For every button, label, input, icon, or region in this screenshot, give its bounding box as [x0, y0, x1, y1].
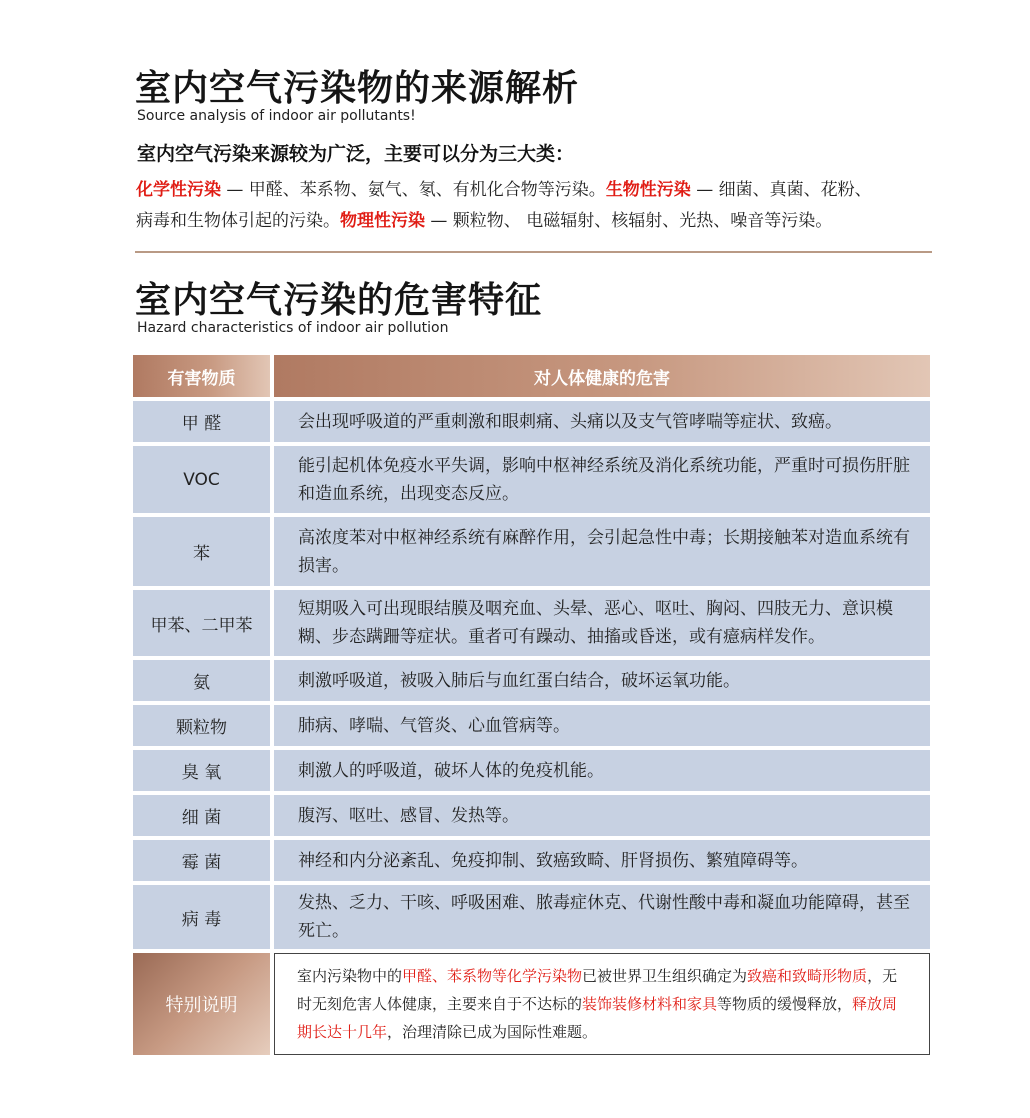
- hazard-description: 神经和内分泌紊乱、免疫抑制、致癌致畸、肝肾损伤、繁殖障碍等。: [274, 840, 930, 881]
- note-text: ，治理清除已成为国际性难题。: [387, 1023, 598, 1041]
- hazard-description: 发热、乏力、干咳、呼吸困难、脓毒症休克、代谢性酸中毒和凝血功能障碍，甚至死亡。: [274, 885, 930, 949]
- category-biological-desc-cont: 病毒和生物体引起的污染。: [136, 211, 340, 231]
- hazard-description: 高浓度苯对中枢神经系统有麻醉作用，会引起急性中毒；长期接触苯对造血系统有损害。: [274, 517, 930, 586]
- hazard-description: 短期吸入可出现眼结膜及咽充血、头晕、恶心、呕吐、胸闷、四肢无力、意识模糊、步态蹒跚等症状。重者可有躁动、抽搐或昏迷，或有癔病样发作。: [274, 590, 930, 656]
- table-row: [133, 446, 930, 513]
- hazard-description: 会出现呼吸道的严重刺激和眼刺痛、头痛以及支气管哮喘等症状、致癌。: [274, 401, 930, 442]
- substance-name: VOC: [133, 446, 274, 513]
- substance-name: 苯: [133, 517, 274, 586]
- hazard-description: 腹泻、呕吐、感冒、发热等。: [274, 795, 930, 836]
- substance-name: 霉 菌: [133, 840, 274, 881]
- category-biological: 生物性污染: [605, 180, 691, 200]
- note-text: 等物质的缓慢释放，: [717, 995, 853, 1013]
- sources-lead: 室内空气污染来源较为广泛，主要可以分为三大类：: [137, 143, 575, 165]
- substance-name: 细 菌: [133, 795, 274, 836]
- table-row: [133, 590, 930, 656]
- category-physical-desc: — 颗粒物、 电磁辐射、核辐射、光热、噪音等污染。: [425, 211, 833, 231]
- hazard-table-header: [133, 355, 930, 397]
- hazard-table: [133, 351, 930, 1059]
- category-physical: 物理性污染: [340, 211, 425, 231]
- category-chemical-desc: — 甲醛、苯系物、氨气、氡、有机化合物等污染。: [221, 180, 606, 200]
- section-subtitle-sources: Source analysis of indoor air pollutants!: [137, 108, 416, 124]
- table-row: [133, 705, 930, 746]
- category-chemical: 化学性污染: [136, 180, 221, 200]
- header-substance: 有害物质: [133, 355, 274, 397]
- hazard-description: 刺激呼吸道，被吸入肺后与血红蛋白结合，破坏运氧功能。: [274, 660, 930, 701]
- substance-name: 臭 氧: [133, 750, 274, 791]
- table-row: [133, 885, 930, 949]
- note-highlight: 甲醛、苯系物等化学污染物: [402, 967, 583, 985]
- note-text: 室内污染物中的: [297, 967, 403, 985]
- note-highlight: 装饰装修材料和家具: [582, 995, 718, 1013]
- sources-line-2: [136, 206, 936, 231]
- section-title-hazards: 室内空气污染的危害特征: [135, 280, 543, 321]
- substance-name: 甲 醛: [133, 401, 274, 442]
- section-divider: [135, 251, 932, 253]
- note-text: ，无时无刻危害人体健康，主要来自于不达标的: [297, 967, 898, 1013]
- substance-name: 病 毒: [133, 885, 274, 949]
- note-highlight: 致癌和致畸形物质: [747, 967, 868, 985]
- hazard-description: 刺激人的呼吸道，破坏人体的免疫机能。: [274, 750, 930, 791]
- table-row: [133, 840, 930, 881]
- hazard-description: 能引起机体免疫水平失调，影响中枢神经系统及消化系统功能，严重时可损伤肝脏和造血系统，出现变态反应。: [274, 446, 930, 513]
- special-note-row: [133, 953, 930, 1055]
- table-row: [133, 660, 930, 701]
- sources-line-1: [136, 175, 936, 200]
- table-row: [133, 401, 930, 442]
- note-highlight: 释放周期长达十几年: [297, 995, 898, 1041]
- header-health-hazard: 对人体健康的危害: [274, 355, 930, 397]
- substance-name: 甲苯、二甲苯: [133, 590, 274, 656]
- section-subtitle-hazards: Hazard characteristics of indoor air pollution: [137, 320, 449, 336]
- category-biological-desc: — 细菌、真菌、花粉、: [690, 180, 872, 200]
- section-title-sources: 室内空气污染物的来源解析: [135, 68, 580, 109]
- note-text: 已被世界卫生组织确定为: [582, 967, 748, 985]
- special-note-text: [274, 953, 930, 1055]
- hazard-description: 肺病、哮喘、气管炎、心血管病等。: [274, 705, 930, 746]
- table-row: [133, 795, 930, 836]
- special-note-label: 特别说明: [133, 953, 274, 1055]
- substance-name: 颗粒物: [133, 705, 274, 746]
- substance-name: 氨: [133, 660, 274, 701]
- table-row: [133, 750, 930, 791]
- table-row: [133, 517, 930, 586]
